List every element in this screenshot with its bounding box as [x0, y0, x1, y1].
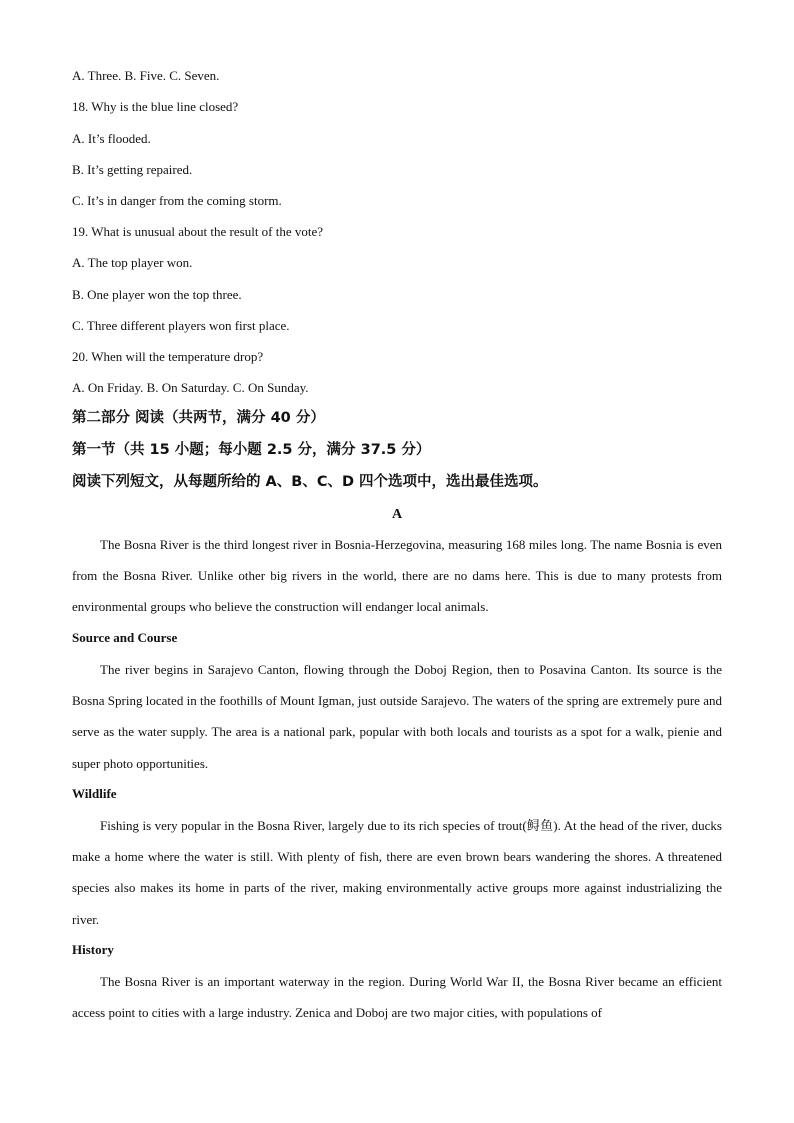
- passage-intro: The Bosna River is the third longest river in Bosnia-Herzegovina, measuring 168 miles long. The name Bosnia is even from the Bosna River. Unlike other big rivers in the world, there are no dams here. This is due to many protests from environmental groups who believe the construction will endanger local animals.: [72, 537, 722, 615]
- q19-option-a: A. The top player won.: [72, 255, 193, 270]
- q17-options: A. Three. B. Five. C. Seven.: [72, 68, 220, 83]
- history-heading: History: [72, 942, 114, 957]
- wildlife-paragraph: Fishing is very popular in the Bosna River, largely due to its rich species of trout(鲟鱼). At the head of the river, ducks make a home where the water is still. With plenty of fish, there are even brown bears wandering the shores. A threatened species also makes its home in parts of the river, making environmentally active groups more against industrializing the river.: [72, 818, 722, 927]
- source-paragraph: The river begins in Sarajevo Canton, flowing through the Doboj Region, then to Posavina Canton. Its source is the Bosna Spring located in the foothills of Mount Igman, just outside Sarajevo. The waters of the spring are extremely pure and serve as the water supply. The area is a national park, popular with both locals and tourists as a spot for a walk, pienie and super photo opportunities.: [72, 662, 722, 771]
- q19-question: 19. What is unusual about the result of the vote?: [72, 224, 324, 239]
- q18-question: 18. Why is the blue line closed?: [72, 99, 239, 114]
- reading-section-title: 第一节（共 15 小题；每小题 2.5 分，满分 37.5 分）: [72, 442, 431, 458]
- q20-question: 20. When will the temperature drop?: [72, 349, 264, 364]
- reading-part-title: 第二部分 阅读（共两节，满分 40 分）: [72, 410, 325, 426]
- wildlife-heading: Wildlife: [72, 786, 117, 801]
- source-heading: Source and Course: [72, 630, 178, 645]
- q19-option-c: C. Three different players won first place.: [72, 318, 290, 333]
- q18-option-b: B. It’s getting repaired.: [72, 162, 193, 177]
- q18-option-c: C. It’s in danger from the coming storm.: [72, 193, 282, 208]
- reading-instructions: 阅读下列短文，从每题所给的 A、B、C、D 四个选项中，选出最佳选项。: [72, 474, 548, 490]
- q18-option-a: A. It’s flooded.: [72, 131, 151, 146]
- passage-label: A: [391, 507, 403, 522]
- history-paragraph: The Bosna River is an important waterway in the region. During World War II, the Bosna River became an efficient access point to cities with a large industry. Zenica and Doboj are two major cities, with populations of: [72, 974, 722, 1021]
- q20-options: A. On Friday. B. On Saturday. C. On Sunday.: [72, 380, 309, 395]
- q19-option-b: B. One player won the top three.: [72, 287, 242, 302]
